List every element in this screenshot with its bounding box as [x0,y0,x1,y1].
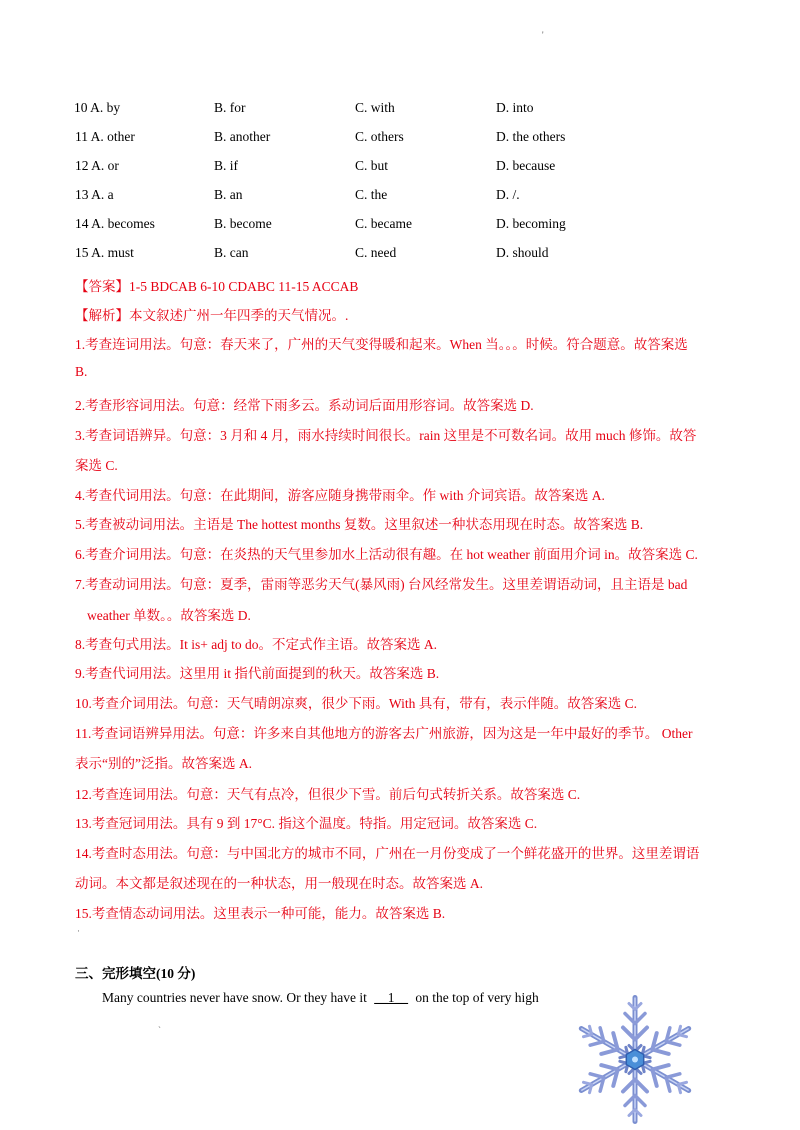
option-c: C. became [355,216,412,231]
stray-mark: ` [158,1025,161,1035]
option-d: D. because [496,158,556,173]
explanation-line: 11.考查词语辨异用法。句意：许多来自其他地方的游客去广州旅游，因为这是一年中最好的季节。 Other [75,726,693,741]
option-c: C. need [355,245,397,260]
option-b: B. another [214,129,271,144]
explanation-line: 6.考查介词用法。句意：在炎热的天气里参加水上活动很有趣。在 hot weather 前面用介词 in。故答案选 C. [75,547,698,562]
option-a: 10 A. by [74,100,121,115]
option-b: B. for [214,100,246,115]
explanation-line: B. [75,364,88,379]
explanation-line: 5.考查被动词用法。主语是 The hottest months 复数。这里叙述一种状态用现在时态。故答案选 B. [75,517,644,532]
explanation-line: 2.考查形容词用法。句意：经常下雨多云。系动词后面用形容词。故答案选 D. [75,398,534,413]
option-a: 12 A. or [75,158,119,173]
option-c: C. but [355,158,389,173]
option-a: 13 A. a [75,187,114,202]
section-title: 三、完形填空(10 分) [75,966,196,981]
stray-mark: · [77,926,80,936]
explanation-line: 14.考查时态用法。句意：与中国北方的城市不同，广州在一月份变成了一个鲜花盛开的世界。这里差谓语 [75,846,700,861]
option-c: C. the [355,187,388,202]
explanation-line: 表示“别的”泛指。故答案选 A. [75,756,252,771]
passage-line [102,990,539,1006]
explanation-line: weather 单数。。故答案选 D. [87,608,251,623]
option-a: 11 A. other [75,129,135,144]
passage-text-after: on the top of very high [412,990,539,1005]
answer-line: 【答案】1-5 BDCAB 6-10 CDABC 11-15 ACCAB [75,279,359,294]
option-c: C. others [355,129,404,144]
blank-1: __1__ [374,990,409,1005]
option-b: B. an [214,187,243,202]
explanation-line: 1.考查连词用法。句意：春天来了，广州的天气变得暖和起来。When 当。。。时候。符合题意。故答案选 [75,337,688,352]
passage-text-before: Many countries never have snow. Or they have it [102,990,371,1005]
explanation-line: 12.考查连词用法。句意：天气有点冷，但很少下雪。前后句式转折关系。故答案选 C. [75,787,581,802]
explanation-line: 8.考查句式用法。It is+ adj to do。不定式作主语。故答案选 A. [75,637,437,652]
explanation-line: 7.考查动词用法。句意：夏季，雷雨等恶劣天气(暴风雨) 台风经常发生。这里差谓语动词，且主语是 bad [75,577,688,592]
explanation-line: 13.考查冠词用法。具有 9 到 17°C. 指这个温度。特指。用定冠词。故答案选 C. [75,816,538,831]
option-d: D. should [496,245,549,260]
explanation-line: 4.考查代词用法。句意：在此期间，游客应随身携带雨伞。作 with 介词宾语。故答案选 A. [75,488,605,503]
explanation-line: 3.考查词语辨异。句意：3 月和 4 月，雨水持续时间很长。rain 这里是不可数名词。故用 much 修饰。故答 [75,428,697,443]
explanation-line: 10.考查介词用法。句意：天气晴朗凉爽，很少下雨。With 具有，带有，表示伴随。故答案选 C. [75,696,637,711]
snowflake-image [570,992,700,1127]
explanation-line: 案选 C. [75,458,118,473]
explanation-line: 9.考查代词用法。这里用 it 指代前面提到的秋天。故答案选 B. [75,666,440,681]
option-d: D. into [496,100,534,115]
option-b: B. if [214,158,239,173]
option-b: B. can [214,245,249,260]
option-d: D. /. [496,187,520,202]
page-mark: ' [542,30,544,40]
explanation-line: 动词。本文都是叙述现在的一种状态，用一般现在时态。故答案选 A. [75,876,483,891]
option-d: D. becoming [496,216,566,231]
analysis-header: 【解析】本文叙述广州一年四季的天气情况。. [75,308,349,323]
option-a: 15 A. must [75,245,134,260]
option-c: C. with [355,100,395,115]
option-b: B. become [214,216,272,231]
option-a: 14 A. becomes [75,216,155,231]
explanation-line: 15.考查情态动词用法。这里表示一种可能，能力。故答案选 B. [75,906,446,921]
option-d: D. the others [496,129,566,144]
